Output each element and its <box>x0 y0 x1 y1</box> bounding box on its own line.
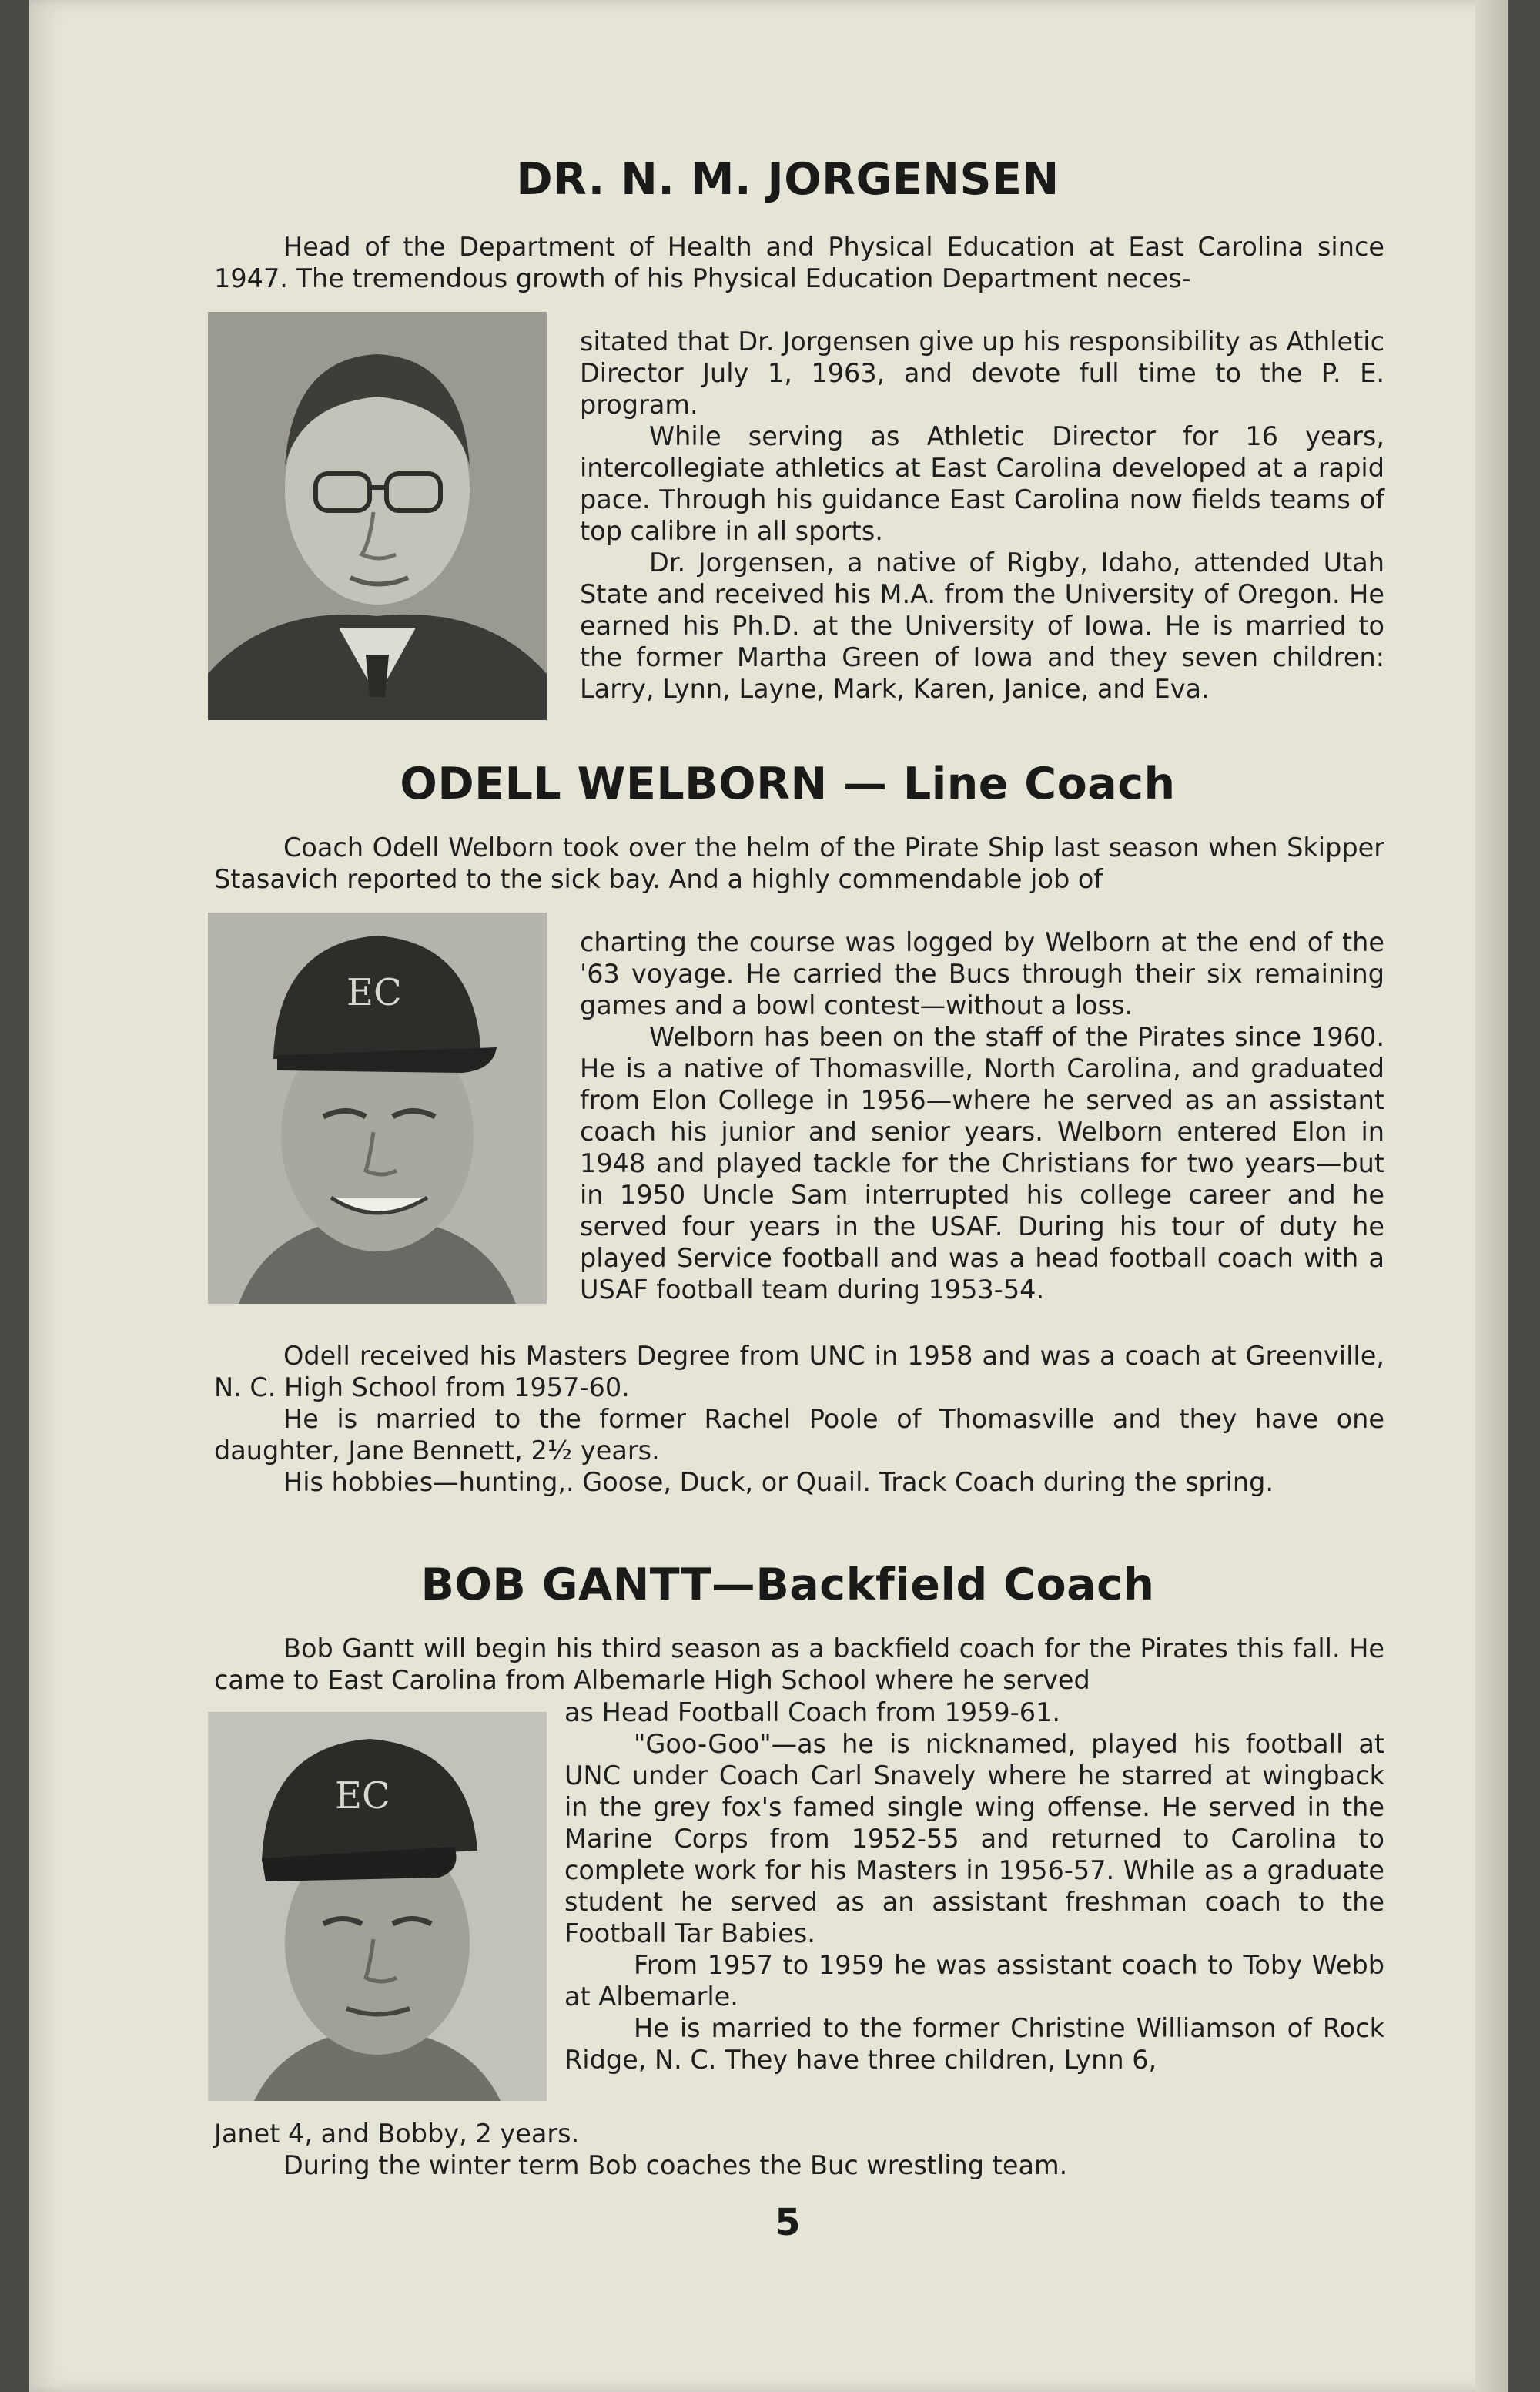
after-text <box>214 1340 1384 1498</box>
paragraph: While serving as Athletic Director for 16 years, intercollegiate athletics at East Carolina developed at a rapid pace. Through his guidance East Carolina now fields teams of top calibre in all sports. <box>580 421 1384 546</box>
page-number: 5 <box>775 2201 801 2244</box>
booklet-page <box>29 0 1508 2392</box>
section-title: DR. N. M. JORGENSEN <box>516 154 1060 205</box>
wrap-text <box>580 326 1384 705</box>
section-jorgensen <box>191 154 1384 739</box>
portrait-image <box>208 1712 547 2101</box>
photo-gantt <box>208 1712 547 2101</box>
paragraph: He is married to the former Rachel Poole of Thomasville and they have one daughter, Jane Bennett, 2½ years. <box>214 1404 1384 1466</box>
paragraph: From 1957 to 1959 he was assistant coach to Toby Webb at Albemarle. <box>564 1950 1384 2012</box>
paragraph: His hobbies—hunting,. Goose, Duck, or Quail. Track Coach during the spring. <box>283 1467 1274 1497</box>
section-gantt <box>191 1559 1384 2180</box>
photo-jorgensen <box>208 312 547 720</box>
paragraph: During the winter term Bob coaches the Buc wrestling team. <box>283 2150 1068 2180</box>
portrait-image <box>208 913 547 1304</box>
paragraph: charting the course was logged by Welborn at the end of the '63 voyage. He carried the Bucs through their six remaining games and a bowl contest—without a loss. <box>580 927 1384 1020</box>
wrap-text <box>580 926 1384 1305</box>
paragraph: Coach Odell Welborn took over the helm of the Pirate Ship last season when Skipper Stasavich reported to the sick bay. And a highly commendable job of <box>214 833 1384 894</box>
paragraph: sitated that Dr. Jorgensen give up his responsibility as Athletic Director July 1, 1963, and devote full time to the P. E. program. <box>580 327 1384 420</box>
paragraph: as Head Football Coach from 1959-61. <box>564 1697 1061 1727</box>
page-edge <box>1475 0 1508 2392</box>
photo-welborn <box>208 913 547 1304</box>
wrap-text <box>564 1697 1384 2075</box>
paragraph: Bob Gantt will begin his third season as a backfield coach for the Pirates this fall. He came to East Carolina from Albemarle High School where he served <box>214 1633 1384 1695</box>
intro-paragraph <box>214 832 1384 895</box>
paragraph: Odell received his Masters Degree from UNC in 1958 and was a coach at Greenville, N. C. High School from 1957-60. <box>214 1341 1384 1402</box>
section-title: BOB GANTT—Backfield Coach <box>420 1559 1155 1610</box>
section-title: ODELL WELBORN — Line Coach <box>400 759 1176 809</box>
section-welborn <box>191 759 1384 1544</box>
paragraph: "Goo-Goo"—as he is nicknamed, played his football at UNC under Coach Carl Snavely where he starred at wingback in the grey fox's famed single wing offense. He served in the Marine Corps from 1952-55 and returned to Carolina to complete work for his Masters in 1956-57. While as a graduate student he served as an assistant freshman coach to the Football Tar Babies. <box>564 1729 1384 1948</box>
after-text <box>214 2118 1384 2181</box>
svg-text:EC: EC <box>346 971 402 1014</box>
paragraph: Janet 4, and Bobby, 2 years. <box>214 2119 580 2149</box>
portrait-image <box>208 312 547 720</box>
paragraph: Welborn has been on the staff of the Pirates since 1960. He is a native of Thomasville, North Carolina, and graduated from Elon College in 1956—where he served as an assistant coach his junior and senior years. Welborn entered Elon in 1948 and played tackle for the Christians for two years—but in 1950 Uncle Sam interrupted his college career and he served four years in the USAF. During his tour of duty he played Service football and was a head football coach with a USAF football team during 1953-54. <box>580 1022 1384 1305</box>
paragraph: Dr. Jorgensen, a native of Rigby, Idaho, attended Utah State and received his M.A. from the University of Oregon. He earned his Ph.D. at the University of Iowa. He is married to the former Martha Green of Iowa and they seven children: Larry, Lynn, Layne, Mark, Karen, Janice, and Eva. <box>580 548 1384 704</box>
paragraph: Head of the Department of Health and Physical Education at East Carolina since 1947. The tremendous growth of his Physical Education Department neces- <box>214 232 1384 293</box>
paragraph: He is married to the former Christine Williamson of Rock Ridge, N. C. They have three children, Lynn 6, <box>564 2013 1384 2075</box>
intro-paragraph <box>214 1633 1384 1696</box>
intro-paragraph <box>214 231 1384 294</box>
svg-text:EC: EC <box>335 1774 390 1817</box>
